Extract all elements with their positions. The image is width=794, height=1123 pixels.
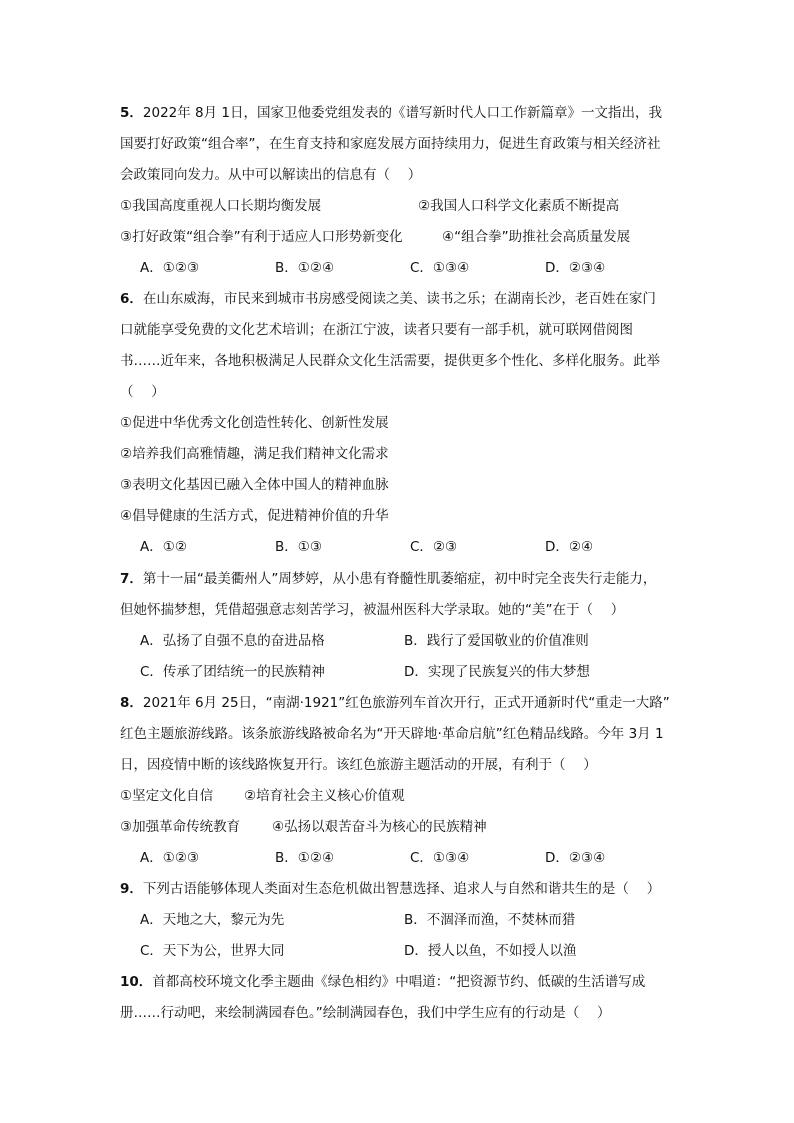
statement-4: ④倡导健康的生活方式，促进精神价值的升华 [120,508,389,524]
question-text: 首都高校环境文化季主题曲《绿色相约》中唱道：“把资源节约、低碳的生活谱写成 [152,974,646,990]
option-d[interactable]: D．②③④ [545,260,606,276]
option-a[interactable]: A．①②③ [140,850,200,866]
question-number: 7． [120,571,143,587]
question-text: 下列古语能够体现人类面对生态危机做出智慧选择、追求人与自然和谐共生的是（ ） [142,881,661,897]
option-a[interactable]: A．天地之大，黎元为先 [140,912,285,928]
statement-2: ②我国人口科学文化素质不断提高 [418,198,620,214]
question-text: 2021年 6月 25日，“南湖·1921”红色旅游列车首次开行，正式开通新时代“重走一大路” [142,695,670,711]
option-b[interactable]: B．①③ [275,539,322,555]
option-c[interactable]: C．传承了团结统一的民族精神 [140,664,325,680]
question-5 [120,98,680,284]
statement-2: ②培育社会主义核心价值观 [244,788,405,804]
statement-4: ④“组合拳”助推社会高质量发展 [442,229,631,245]
statement-1: ①我国高度重视人口长期均衡发展 [120,198,322,214]
options-row [120,936,680,967]
statement-3: ③打好政策“组合拳”有利于适应人口形势新变化 [120,229,403,245]
question-text: 2022年 8月 1日，国家卫他委党组发表的《谱写新时代人口工作新篇章》一文指出，我 [142,105,663,121]
question-number: 10． [120,974,153,990]
question-9 [120,874,680,967]
question-10-line-2: 册……行动吧，来绘制满园春色。”绘制满园春色，我们中学生应有的行动是（ ） [120,1005,611,1021]
statement-1: ①坚定文化自信 [120,788,214,804]
question-number: 8． [120,695,143,711]
options-row [120,532,680,563]
question-number: 5． [120,105,143,121]
option-a[interactable]: A．弘扬了自强不息的奋进品格 [140,633,325,649]
option-a[interactable]: A．①②③ [140,260,200,276]
option-d[interactable]: D．②④ [545,539,594,555]
question-5-line-3: 会政策同向发力。从中可以解读出的信息有（ ） [120,167,422,183]
statement-4: ④弘扬以艰苦奋斗为核心的民族精神 [272,819,487,835]
question-5-line-2: 国要打好政策“组合率”，在生育支持和家庭发展方面持续用力，促进生育政策与相关经济社 [120,136,661,152]
question-7 [120,564,680,688]
option-d[interactable]: D．②③④ [545,850,606,866]
question-6-line-3: 书……近年来，各地积极满足人民群众文化生活需要，提供更多个性化、多样化服务。此举 [120,353,660,369]
question-7-line-2: 但她怀揣梦想，凭借超强意志刻苦学习，被温州医科大学录取。她的“美”在于（ ） [120,602,625,618]
statement-row [120,812,680,843]
option-c[interactable]: C．天下为公，世界大同 [140,943,285,959]
question-8 [120,688,680,874]
question-10-line-1 [120,967,680,998]
statement-row [120,781,680,812]
question-10 [120,967,680,1029]
option-b[interactable]: B．践行了爱国敬业的价值准则 [404,633,589,649]
option-d[interactable]: D．实现了民族复兴的伟大梦想 [404,664,590,680]
option-d[interactable]: D．授人以鱼，不如授人以渔 [404,943,577,959]
option-c[interactable]: C．①③④ [410,260,470,276]
options-row [120,253,680,284]
statement-row [120,191,680,222]
option-a[interactable]: A．①② [140,539,187,555]
question-5-line-1 [120,98,680,129]
question-text: 在山东威海，市民来到城市书房感受阅读之美、读书之乐；在湖南长沙，老百姓在家门 [142,291,656,307]
option-b[interactable]: B．不涸泽而渔，不焚林而猎 [404,912,576,928]
option-b[interactable]: B．①②④ [275,850,335,866]
statement-row [120,222,680,253]
question-text: 第十一届“最美衢州人”周梦婷，从小患有脊髓性肌萎缩症，初中时完全丧失行走能力， [142,571,657,587]
question-7-line-1 [120,564,680,595]
statement-2: ②培养我们高雅情趣，满足我们精神文化需求 [120,446,389,462]
options-row [120,905,680,936]
question-8-line-2: 红色主题旅游线路。该条旅游线路被命名为“开天辟地·革命启航”红色精品线路。今年 3月 1 [120,726,664,742]
options-row [120,626,680,657]
question-8-line-3: 日，因疫情中断的该线路恢复开行。该红色旅游主题活动的开展，有利于（ ） [120,757,597,773]
question-6-line-2: 口就能享受免费的文化艺术培训；在浙江宁波，读者只要有一部手机，就可联网借阅图 [120,322,633,338]
question-9-line-1 [120,874,680,905]
statement-3: ③表明文化基因已融入全体中国人的精神血脉 [120,477,389,493]
option-c[interactable]: C．①③④ [410,850,470,866]
question-6-line-4: （ ） [120,384,165,400]
options-row [120,657,680,688]
question-number: 9． [120,881,143,897]
option-b[interactable]: B．①②④ [275,260,335,276]
question-6 [120,284,680,563]
option-c[interactable]: C．②③ [410,539,458,555]
statement-1: ①促进中华优秀文化创造性转化、创新性发展 [120,415,389,431]
question-8-line-1 [120,688,680,719]
options-row [120,843,680,874]
question-6-line-1 [120,284,680,315]
statement-3: ③加强革命传统教育 [120,819,241,835]
question-number: 6． [120,291,143,307]
